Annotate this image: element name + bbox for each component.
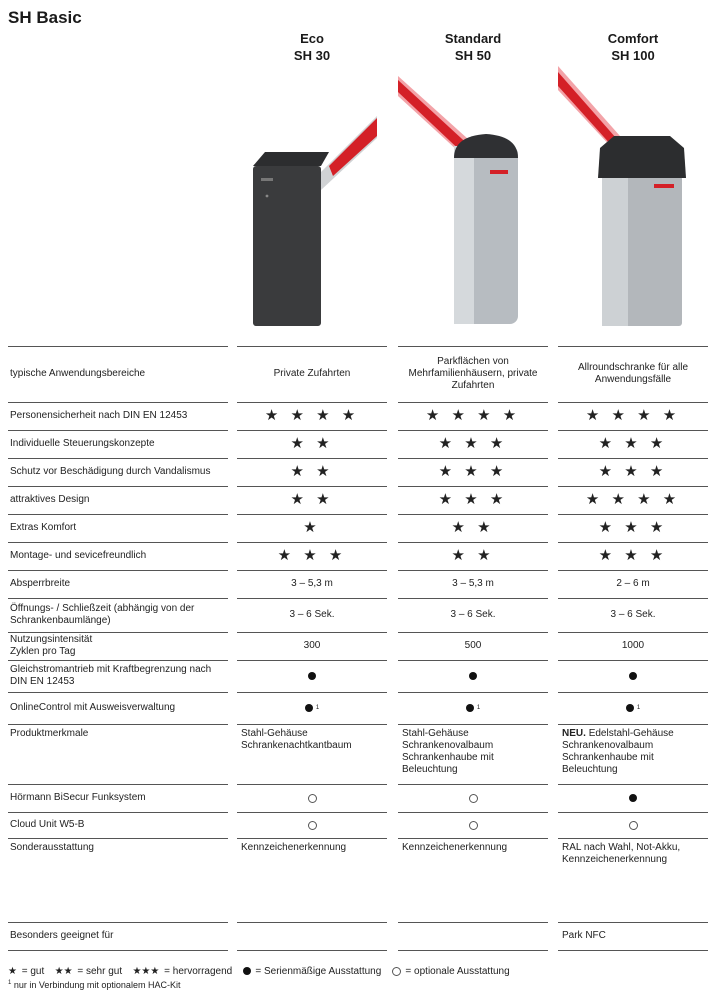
star-rating: ★ [303,519,321,536]
row-label-text: Absperrbreite [10,578,71,589]
star-icon: ★★ [54,966,73,977]
row-value [237,632,387,660]
star-rating: ★ ★ ★ ★ [585,407,681,424]
footnote [8,980,180,990]
row-label-text: Produktmerkmale [10,728,89,739]
row-value-text: 3 – 5,3 m [452,578,494,589]
star-rating: ★ ★ [290,435,334,452]
row-value [398,486,548,514]
row-value [558,514,708,542]
row-label [10,660,225,692]
row-value [558,346,708,402]
row-value [562,922,708,950]
dot-icon [243,967,251,975]
dot-icon [305,704,313,712]
footnote-mark: 1 [636,705,641,711]
row-divider [237,950,387,951]
row-value [398,660,548,692]
row-label-text: Sonderausstattung [10,842,94,853]
star-rating: ★ ★ ★ [438,435,508,452]
legend-text: = optionale Ausstattung [405,966,510,977]
barrier-standard-image [398,66,548,336]
ring-icon [308,794,317,803]
row-value-text: Park NFC [562,930,606,941]
ring-icon [469,821,478,830]
row-value [398,402,548,430]
row-value [558,430,708,458]
row-value [237,486,387,514]
row-divider [558,838,708,839]
row-label [10,812,225,838]
row-label [10,632,225,660]
row-value [402,728,548,776]
row-value [558,660,708,692]
row-value [398,812,548,838]
row-value [237,692,387,724]
row-value [398,692,548,724]
row-divider [398,724,548,725]
row-divider [398,950,548,951]
row-label-text: OnlineControl mit Ausweisverwaltung [10,702,176,713]
ring-icon [469,794,478,803]
row-label [10,842,225,854]
row-value-text: Allroundschranke für alle Anwendungsfälle [577,362,689,385]
dot-icon [626,704,634,712]
row-divider [8,838,228,839]
row-value [241,922,387,950]
row-value [237,660,387,692]
new-badge: NEU. [562,728,586,739]
row-label [10,922,225,950]
ring-icon [308,821,317,830]
star-icon: ★★★ [132,966,160,977]
column-head-standard [398,30,548,64]
row-value [241,842,387,854]
ring-icon [392,967,401,976]
row-value-text: Private Zufahrten [273,368,351,379]
row-label-text: Montage- und sevicefreundlich [10,550,147,561]
dot-icon [466,704,474,712]
column-head-eco [237,30,387,64]
row-value-text: Parkflächen von Mehrfamilienhäusern, private Zufahrten [408,356,538,391]
row-value [398,784,548,812]
row-value [558,784,708,812]
row-value [398,542,548,570]
row-value [237,458,387,486]
row-value [402,842,548,854]
row-label-text: typische Anwendungsbereiche [10,368,146,379]
row-label [10,514,225,542]
row-value [237,346,387,402]
row-value-text: 3 – 5,3 m [291,578,333,589]
row-divider [237,838,387,839]
row-value-text: Kennzeichenerkennung [241,842,347,853]
star-rating: ★ ★ ★ ★ [264,407,360,424]
star-rating: ★ ★ ★ [598,435,668,452]
row-label-text: Öffnungs- / Schließzeit (abhängig von der Schrankenbaumlänge) [10,603,195,626]
barrier-comfort-image [558,66,708,336]
legend [8,966,512,977]
row-label-text: Personensicherheit nach DIN EN 12453 [10,410,188,421]
row-value [558,812,708,838]
row-value [237,514,387,542]
barrier-eco-image [237,66,387,336]
row-value [558,692,708,724]
column-name: Standard [444,31,502,46]
row-label-text: attraktives Design [10,494,90,505]
row-label-text: Gleichstromantrieb mit Kraftbegrenzung nach DIN EN 12453 [10,664,212,687]
row-value [398,514,548,542]
row-value-text: Stahl-Gehäuse Schrankenovalbaum Schrankenhaube mit Beleuchtung [402,728,494,775]
row-value [398,346,548,402]
row-label-text: Besonders geeignet für [10,930,114,941]
column-name: Eco [300,31,324,46]
star-rating: ★ ★ ★ ★ [425,407,521,424]
column-name: Comfort [607,31,659,46]
row-value-text: RAL nach Wahl, Not-Akku, Kennzeichenerkennung [562,842,681,865]
legend-text: = Serienmäßige Ausstattung [255,966,382,977]
row-value [237,784,387,812]
row-value-text: 3 – 6 Sek. [450,609,496,620]
star-rating: ★ ★ ★ [598,463,668,480]
row-value [237,402,387,430]
star-rating: ★ ★ [451,519,495,536]
star-rating: ★ ★ ★ [598,519,668,536]
column-model: SH 50 [454,48,492,63]
row-label [10,728,225,740]
row-label [10,598,225,632]
row-value-text: 3 – 6 Sek. [610,609,656,620]
star-rating: ★ ★ ★ ★ [585,491,681,508]
row-label [10,346,225,402]
row-value [402,922,548,950]
row-value [398,570,548,598]
row-value [562,842,708,866]
row-label-text: Cloud Unit W5-B [10,819,85,830]
row-value [237,542,387,570]
row-value-text: 1000 [621,640,645,651]
dot-icon [629,794,637,802]
row-value-text: 3 – 6 Sek. [289,609,335,620]
legend-text: = gut [21,966,45,977]
row-label [10,542,225,570]
row-value [562,728,708,776]
row-divider [237,724,387,725]
row-value [558,598,708,632]
row-label-text: Schutz vor Beschädigung durch Vandalismus [10,466,211,477]
row-value [241,728,387,752]
row-value-text: Kennzeichenerkennung [402,842,508,853]
row-label-text: Extras Komfort [10,522,77,533]
star-rating: ★ ★ [451,547,495,564]
row-divider [558,950,708,951]
row-value [237,570,387,598]
row-label-text: Nutzungsintensität Zyklen pro Tag [10,634,93,657]
star-icon: ★ [8,966,17,977]
row-label [10,402,225,430]
star-rating: ★ ★ ★ [438,463,508,480]
row-label [10,486,225,514]
row-divider [558,724,708,725]
footnote-mark: 1 [8,980,12,986]
row-label-text: Individuelle Steuerungskonzepte [10,438,155,449]
row-value-text: 500 [464,640,482,651]
column-model: SH 100 [611,48,655,63]
column-model: SH 30 [293,48,331,63]
star-rating: ★ ★ ★ [277,547,347,564]
row-value-text: 2 – 6 m [616,578,650,589]
row-label-text: Hörmann BiSecur Funksystem [10,792,146,803]
footnote-mark: 1 [476,705,481,711]
column-head-comfort [558,30,708,64]
row-value [558,632,708,660]
row-value [237,812,387,838]
row-value [558,402,708,430]
star-rating: ★ ★ ★ [438,491,508,508]
row-value [237,430,387,458]
star-rating: ★ ★ [290,491,334,508]
row-value [558,458,708,486]
row-label [10,784,225,812]
ring-icon [629,821,638,830]
row-label [10,692,225,724]
row-value [237,598,387,632]
row-value [398,598,548,632]
dot-icon [629,672,637,680]
footnote-text: nur in Verbindung mit optionalem HAC-Kit [13,980,181,990]
dot-icon [308,672,316,680]
row-value [558,542,708,570]
row-value [398,458,548,486]
row-divider [8,724,228,725]
star-rating: ★ ★ ★ [598,547,668,564]
row-divider [398,838,548,839]
row-label [10,458,225,486]
row-value-text: Stahl-Gehäuse Schrankenachtkantbaum [241,728,352,751]
row-value [398,430,548,458]
row-divider [8,950,228,951]
row-value [558,486,708,514]
footnote-mark: 1 [315,705,320,711]
dot-icon [469,672,477,680]
row-label [10,430,225,458]
row-label [10,570,225,598]
page-title: SH Basic [8,8,82,27]
row-value-text: Edelstahl-Gehäuse Schrankenovalbaum Schrankenhaube mit Beleuchtung [562,728,674,775]
row-value-text: 300 [303,640,321,651]
row-value [558,570,708,598]
row-value [398,632,548,660]
legend-text: = hervorragend [164,966,233,977]
star-rating: ★ ★ [290,463,334,480]
legend-text: = sehr gut [77,966,123,977]
